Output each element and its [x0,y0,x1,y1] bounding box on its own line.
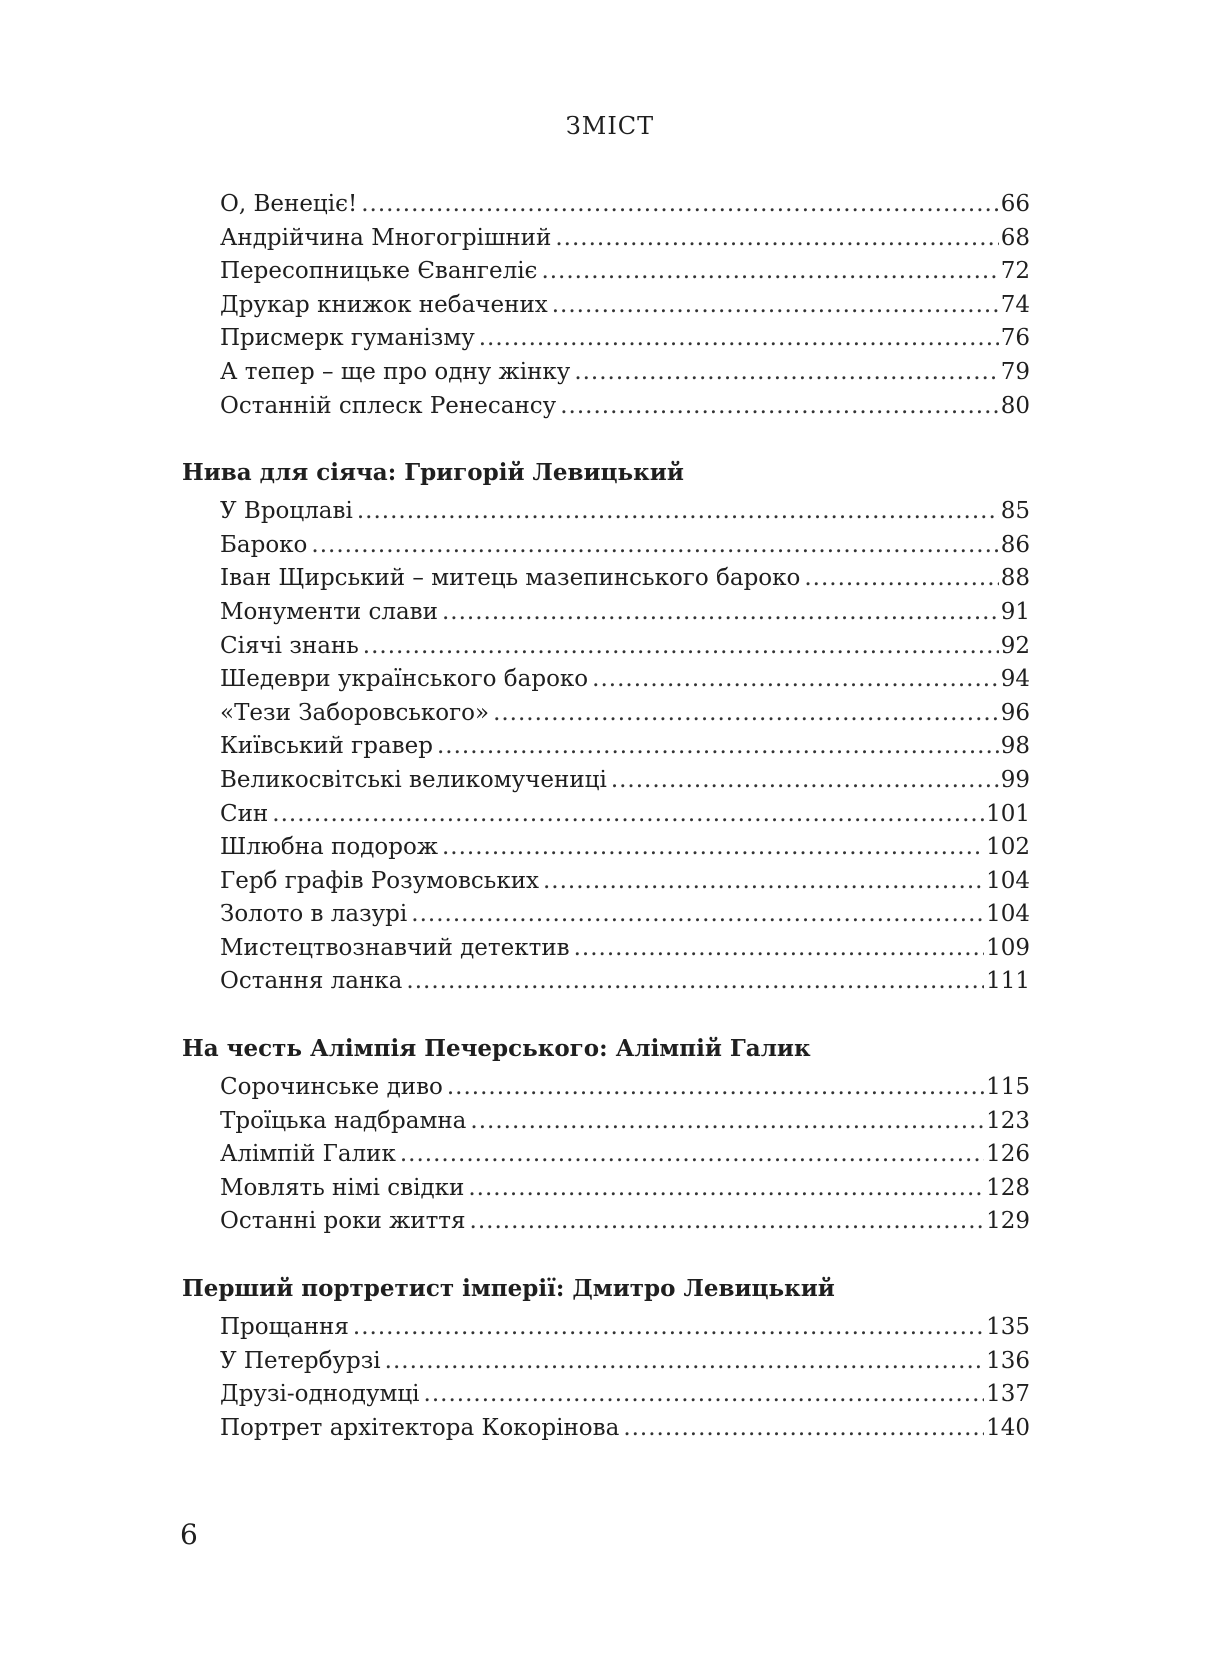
dot-leader [361,188,999,222]
toc-section [182,1029,1030,1239]
toc-entry-page: 128 [986,1174,1030,1201]
toc-entry-page: 74 [1000,291,1030,318]
toc-entry-title: Шедеври українського бароко [220,666,589,693]
dot-leader [470,1105,984,1139]
table-of-contents [182,188,1030,1445]
dot-leader [447,1071,984,1105]
toc-entry [220,1172,1030,1206]
dot-leader [357,495,999,529]
toc-entry [220,1345,1030,1379]
toc-entry-page: 91 [1000,598,1030,625]
toc-entry-page: 76 [1000,325,1030,352]
dot-leader [385,1345,984,1379]
toc-entry [220,1311,1030,1345]
toc-entry-page: 123 [986,1107,1030,1134]
toc-entry-title: «Тези Заборовського» [220,699,490,726]
toc-section-heading: Нива для сіяча: Григорій Левицький [182,459,684,487]
toc-entry [220,1071,1030,1105]
toc-entry-page: 104 [986,901,1030,928]
dot-leader [611,764,999,798]
toc-entry-page: 85 [1000,498,1030,525]
toc-entry-title: Іван Щирський – митець мазепинського бароко [220,565,801,592]
toc-entry-page: 135 [986,1314,1030,1341]
dot-leader [560,390,999,424]
toc-entry [220,495,1030,529]
dot-leader [406,965,984,999]
toc-section-entries [182,1311,1030,1445]
toc-entry [220,222,1030,256]
dot-leader [400,1138,984,1172]
dot-leader [592,663,999,697]
toc-entry-title: О, Венеціє! [220,191,358,217]
dot-leader [468,1172,984,1206]
dot-leader [479,322,999,356]
toc-entry-page: 129 [986,1208,1030,1235]
dot-leader [363,630,999,664]
toc-entries-intro [182,188,1030,423]
toc-entry [220,798,1030,832]
toc-entry-title: Мовлять німі свідки [220,1174,465,1201]
toc-entry-title: У Петербурзі [220,1347,381,1374]
toc-entry-title: Монументи слави [220,598,438,625]
toc-entry [220,898,1030,932]
toc-entry-page: 92 [1000,632,1030,659]
toc-entry [220,322,1030,356]
toc-entry-page: 86 [1000,531,1030,558]
dot-leader [574,932,984,966]
toc-entry [220,1412,1030,1446]
dot-leader [543,865,984,899]
toc-entry-page: 80 [1000,392,1030,419]
toc-entry-page: 98 [1000,733,1030,760]
dot-leader [353,1311,984,1345]
toc-section [182,453,1030,999]
toc-entry-title: Портрет архітектора Кокорінова [220,1414,620,1441]
dot-leader [552,289,999,323]
toc-entry [220,630,1030,664]
dot-leader [470,1205,985,1239]
page-number: 6 [180,1518,198,1551]
toc-entry-title: Сорочинське диво [220,1074,443,1101]
dot-leader [555,222,998,256]
toc-entry [220,1105,1030,1139]
toc-entry-title: Троїцька надбрамна [220,1107,467,1134]
toc-entry-page: 99 [1000,766,1030,793]
toc-entry-page: 102 [986,834,1030,861]
toc-entry-page: 140 [986,1414,1030,1441]
toc-section-heading: На честь Алімпія Печерського: Алімпій Галик [182,1035,811,1063]
toc-entry-title: Бароко [220,531,308,558]
toc-entry [220,289,1030,323]
toc-entry [220,663,1030,697]
toc-entry-title: Друзі-однодумці [220,1381,420,1408]
dot-leader [574,356,998,390]
toc-entry [220,562,1030,596]
toc-entry-title: Остання ланка [220,968,403,995]
toc-section-entries [182,1071,1030,1239]
toc-entry [220,596,1030,630]
toc-entry-title: Київський гравер [220,733,433,760]
toc-entry-title: Золото в лазурі [220,901,408,928]
toc-entry [220,764,1030,798]
dot-leader [804,562,998,596]
toc-entry-page: 111 [986,968,1030,995]
toc-section-heading: Перший портретист імперії: Дмитро Левицький [182,1275,835,1303]
toc-entry [220,932,1030,966]
dot-leader [442,831,984,865]
toc-entry-title: Останні роки життя [220,1208,466,1235]
toc-section [182,1269,1030,1445]
toc-section-entries [182,495,1030,999]
toc-entry-page: 68 [1000,224,1030,251]
toc-entry-page: 137 [986,1381,1030,1408]
dot-leader [311,529,998,563]
dot-leader [493,697,999,731]
toc-entry [220,529,1030,563]
toc-entry [220,255,1030,289]
toc-entry [220,965,1030,999]
toc-entry-title: Андрійчина Многогрішний [220,224,552,251]
toc-entry [220,188,1030,222]
page-title: ЗМІСТ [565,112,655,140]
toc-entry [220,1138,1030,1172]
toc-entry [220,390,1030,424]
toc-entry [220,831,1030,865]
toc-entry-title: А тепер – ще про одну жінку [220,358,571,385]
toc-entry-title: Друкар книжок небачених [220,291,548,318]
dot-leader [623,1412,984,1446]
toc-entry-page: 136 [986,1347,1030,1374]
toc-entry-page: 66 [1000,191,1030,217]
toc-entry-title: Син [220,800,269,827]
toc-entry [220,356,1030,390]
toc-entry-page: 96 [1000,699,1030,726]
toc-entry-title: У Вроцлаві [220,498,353,525]
toc-entry-title: Останній сплеск Ренесансу [220,392,557,419]
dot-leader [437,730,999,764]
toc-entry-page: 115 [986,1074,1030,1101]
dot-leader [442,596,999,630]
toc-entry-title: Прощання [220,1314,349,1341]
toc-entry-page: 126 [986,1141,1030,1168]
toc-entry [220,1205,1030,1239]
toc-entry-title: Великосвітські великомучениці [220,766,607,793]
toc-entry-title: Сіячі знань [220,632,359,659]
toc-entry-page: 101 [986,800,1030,827]
dot-leader [424,1378,985,1412]
toc-entry-title: Алімпій Галик [220,1141,396,1168]
toc-entry-title: Пересопницьке Євангеліє [220,258,538,285]
toc-entry-page: 72 [1000,258,1030,285]
toc-entry-title: Мистецтвознавчий детектив [220,934,570,961]
toc-entry [220,1378,1030,1412]
dot-leader [272,798,984,832]
toc-entry-page: 94 [1000,666,1030,693]
toc-entry [220,730,1030,764]
toc-entry-title: Шлюбна подорож [220,834,438,861]
toc-entry-title: Герб графів Розумовських [220,867,539,894]
dot-leader [541,255,998,289]
dot-leader [411,898,984,932]
toc-entry-page: 104 [986,867,1030,894]
toc-entry [220,697,1030,731]
toc-entry-title: Присмерк гуманізму [220,325,475,352]
toc-entry-page: 79 [1000,358,1030,385]
toc-entry-page: 88 [1000,565,1030,592]
toc-entry-page: 109 [986,934,1030,961]
toc-entry [220,865,1030,899]
